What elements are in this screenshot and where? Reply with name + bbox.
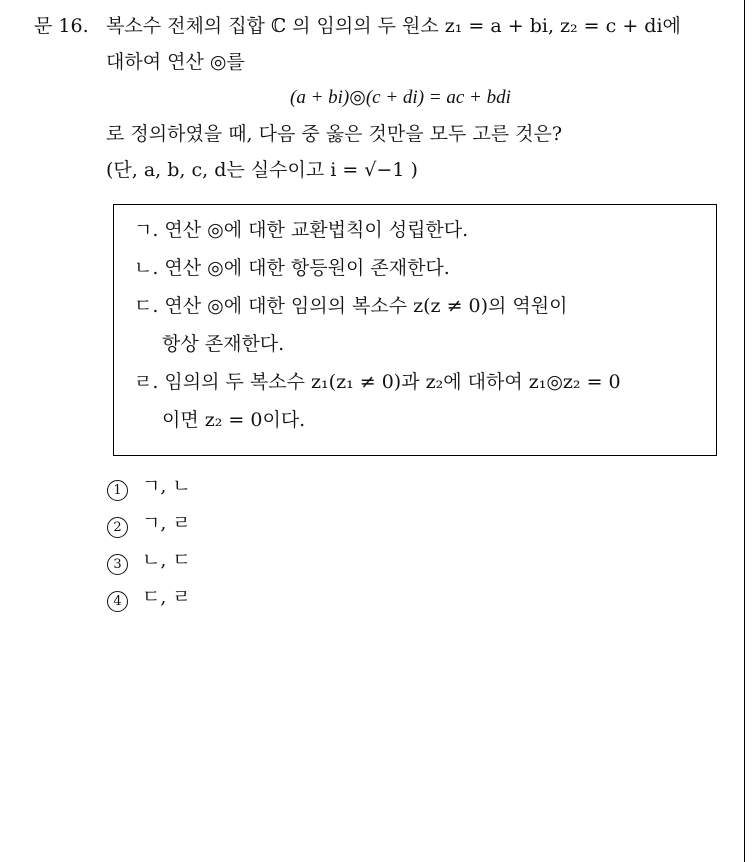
statement-box bbox=[113, 204, 717, 456]
answer-choices bbox=[107, 468, 191, 616]
statement-item-4: ㄹ. 임의의 두 복소수 z₁(z₁ ≠ 0)과 z₂에 대하여 z₁◎z₂ = 0 bbox=[134, 371, 621, 393]
question-line-1 bbox=[34, 8, 734, 44]
question-line-3: 로 정의하였을 때, 다음 중 옳은 것만을 모두 고른 것은? bbox=[106, 123, 563, 145]
choice-2[interactable] bbox=[107, 505, 191, 542]
question-line-2: 대하여 연산 ◎를 bbox=[106, 51, 245, 73]
circled-number-2: 2 bbox=[107, 517, 128, 538]
choice-4[interactable] bbox=[107, 579, 191, 616]
page-right-rule bbox=[744, 0, 745, 862]
circled-number-1: 1 bbox=[107, 480, 128, 501]
statement-item-3-cont: 항상 존재한다. bbox=[162, 333, 285, 355]
question-block bbox=[34, 8, 734, 188]
statement-item-1: ㄱ. 연산 ◎에 대한 교환법칙이 성립한다. bbox=[134, 219, 469, 241]
choice-3-text: ㄴ, ㄷ bbox=[142, 549, 191, 571]
question-text-1: 복소수 전체의 집합 ℂ 의 임의의 두 원소 z₁ = a + bi, z₂ = c + di에 bbox=[106, 15, 681, 37]
choice-1[interactable] bbox=[107, 468, 191, 505]
operation-definition-equation: (a + bi)◎(c + di) = ac + bdi bbox=[290, 87, 511, 108]
choice-2-text: ㄱ, ㄹ bbox=[142, 512, 191, 534]
statement-item-3: ㄷ. 연산 ◎에 대한 임의의 복소수 z(z ≠ 0)의 역원이 bbox=[134, 295, 568, 317]
choice-3[interactable] bbox=[107, 542, 191, 579]
question-number: 문 16. bbox=[34, 15, 89, 37]
statement-item-2: ㄴ. 연산 ◎에 대한 항등원이 존재한다. bbox=[134, 257, 450, 279]
circled-number-4: 4 bbox=[107, 591, 128, 612]
question-condition: (단, a, b, c, d는 실수이고 i = √−1 ) bbox=[106, 159, 418, 181]
choice-1-text: ㄱ, ㄴ bbox=[142, 475, 191, 497]
statement-item-4-cont: 이면 z₂ = 0이다. bbox=[162, 409, 306, 431]
circled-number-3: 3 bbox=[107, 554, 128, 575]
choice-4-text: ㄷ, ㄹ bbox=[142, 586, 191, 608]
